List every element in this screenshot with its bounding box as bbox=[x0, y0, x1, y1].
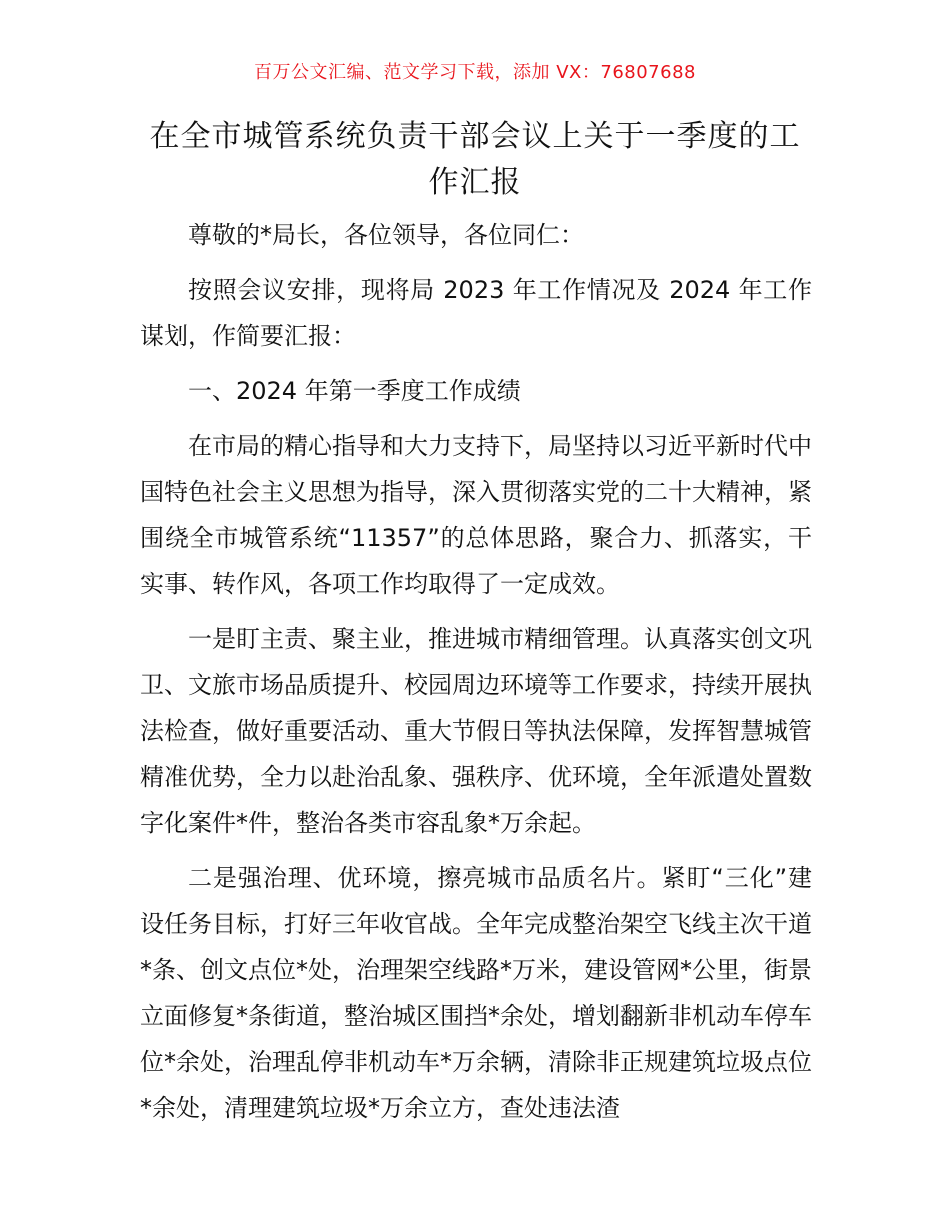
body-paragraph: 一是盯主责、聚主业，推进城市精细管理。认真落实创文巩卫、文旅市场品质提升、校园周边环境等工作要求，持续开展执法检查，做好重要活动、重大节假日等执法保障，发挥智慧城管精准优势，全力以赴治乱象、强秩序、优环境，全年派遣处置数字化案件*件，整治各类市容乱象*万余起。 bbox=[140, 625, 812, 837]
header-watermark-note: 百万公文汇编、范文学习下载，添加 VX：76807688 bbox=[254, 62, 696, 83]
document-title: 在全市城管系统负责干部会议上关于一季度的工作汇报 bbox=[149, 119, 801, 200]
section-heading: 一、2024 年第一季度工作成绩 bbox=[188, 377, 521, 405]
salutation: 尊敬的*局长，各位领导，各位同仁： bbox=[188, 221, 584, 249]
document-body bbox=[140, 212, 812, 1140]
body-paragraph: 二是强治理、优环境，擦亮城市品质名片。紧盯“三化”建设任务目标，打好三年收官战。全年完成整治架空飞线主次干道*条、创文点位*处，治理架空线路*万米，建设管网*公里，街景立面修复*条街道，整治城区围挡*余处，增划翻新非机动车停车位*余处，治理乱停非机动车*万余辆，清除非正规建筑垃圾点位*余处，清理建筑垃圾*万余立方，查处违法渣 bbox=[140, 864, 812, 1122]
intro-paragraph: 按照会议安排，现将局 2023 年工作情况及 2024 年工作谋划，作简要汇报： bbox=[140, 276, 812, 350]
body-paragraph: 在市局的精心指导和大力支持下，局坚持以习近平新时代中国特色社会主义思想为指导，深入贯彻落实党的二十大精神，紧围绕全市城管系统“11357”的总体思路，聚合力、抓落实，干实事、转作风，各项工作均取得了一定成效。 bbox=[140, 432, 812, 598]
